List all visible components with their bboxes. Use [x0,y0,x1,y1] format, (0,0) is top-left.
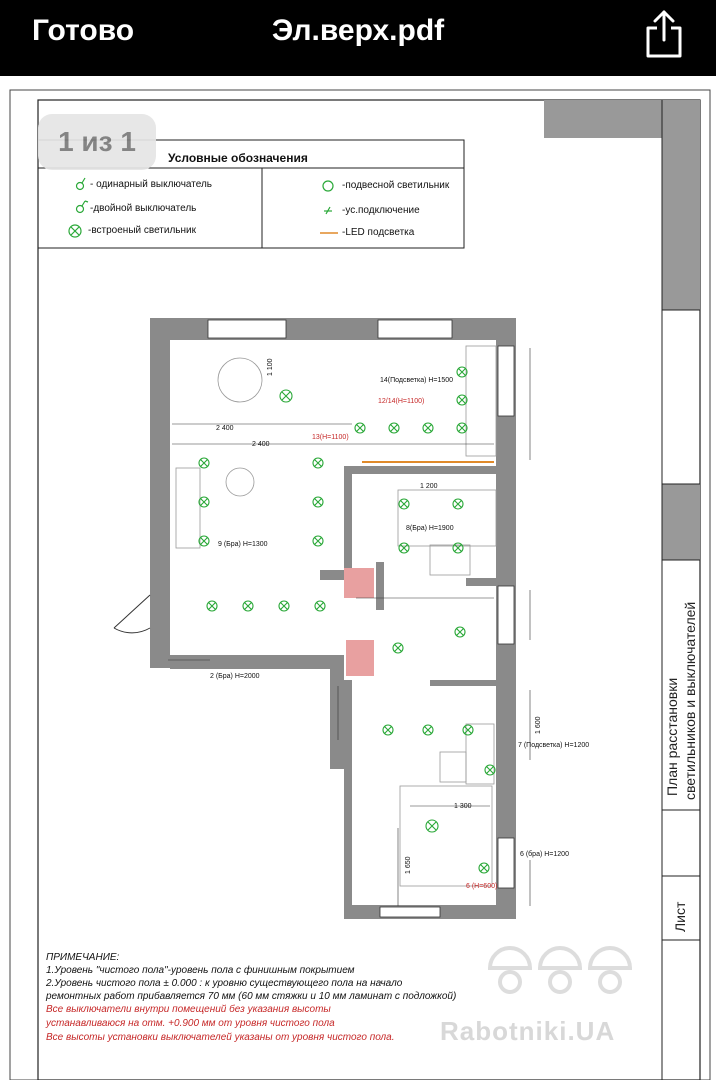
note-line-3: ремонтных работ прибавляется 70 мм (60 мм стяжки и 10 мм ламинат с подложкой) [46,991,457,1002]
note-red-2: устанавливаюся на отм. +0.900 мм от уровня чистого пола [46,1018,335,1029]
sheet-label: Лист [672,901,688,932]
label-13: 13(Н=1100) [312,434,349,441]
label-12-14: 12/14(Н=1100) [378,398,425,405]
legend-connection: -ус.подключение [342,205,420,216]
dim-1200: 1 200 [420,483,438,490]
legend-double-switch: -двойной выключатель [90,203,197,214]
legend-single-switch: - одинарный выключатель [90,179,212,190]
label-7: 7 (Подсветка) Н=1200 [518,742,590,749]
label-6b: 6 (Н=600) [466,883,498,890]
label-14: 14(Подсветка) Н=1500 [380,377,454,384]
legend-recessed-light: -встроеный светильник [88,225,196,236]
share-icon[interactable] [640,6,688,62]
note-line-2: 2.Уровень чистого пола ± 0.000 : к уровню существующего пола на начало [46,978,403,989]
pdf-page[interactable] [0,76,716,1080]
note-red-1: Все выключатели внутри помещений без указания высоты [46,1004,331,1015]
done-button[interactable]: Готово [32,14,135,47]
legend-title: Условные обозначения [168,151,308,165]
dim-1100: 1 100 [267,358,274,376]
dim-2400-b: 2 400 [252,441,270,448]
legend-led: -LED подсветка [342,227,415,238]
watermark-text: Rabotniki.UA [440,1016,616,1046]
legend-pendant-light: -подвесной светильник [342,180,450,191]
file-title: Эл.верх.pdf [271,14,445,47]
watermark-helmets-icon [480,928,640,1013]
notes-title: ПРИМЕЧАНИЕ: [46,952,120,963]
label-6: 6 (бра) Н=1200 [520,851,569,858]
title-stamp [662,560,700,800]
top-bar [0,0,716,76]
dim-1600: 1 600 [535,716,542,734]
note-line-1: 1.Уровень "чистого пола"-уровень пола с финишным покрытием [46,965,355,976]
label-2: 2 (Бра) Н=2000 [210,673,260,680]
stamp-line-1: План расстановки [664,677,680,796]
label-8: 8(Бра) Н=1900 [406,525,454,532]
stamp-line-2: светильников и выключателей [682,601,698,800]
note-red-3: Все высоты установки выключателей указаны от уровня чистого пола. [46,1032,395,1043]
dim-1300: 1 300 [454,803,472,810]
page-indicator: 1 из 1 [38,114,156,170]
dim-1650: 1 650 [405,856,412,874]
dim-2400-a: 2 400 [216,425,234,432]
label-9: 9 (Бра) Н=1300 [218,541,268,548]
